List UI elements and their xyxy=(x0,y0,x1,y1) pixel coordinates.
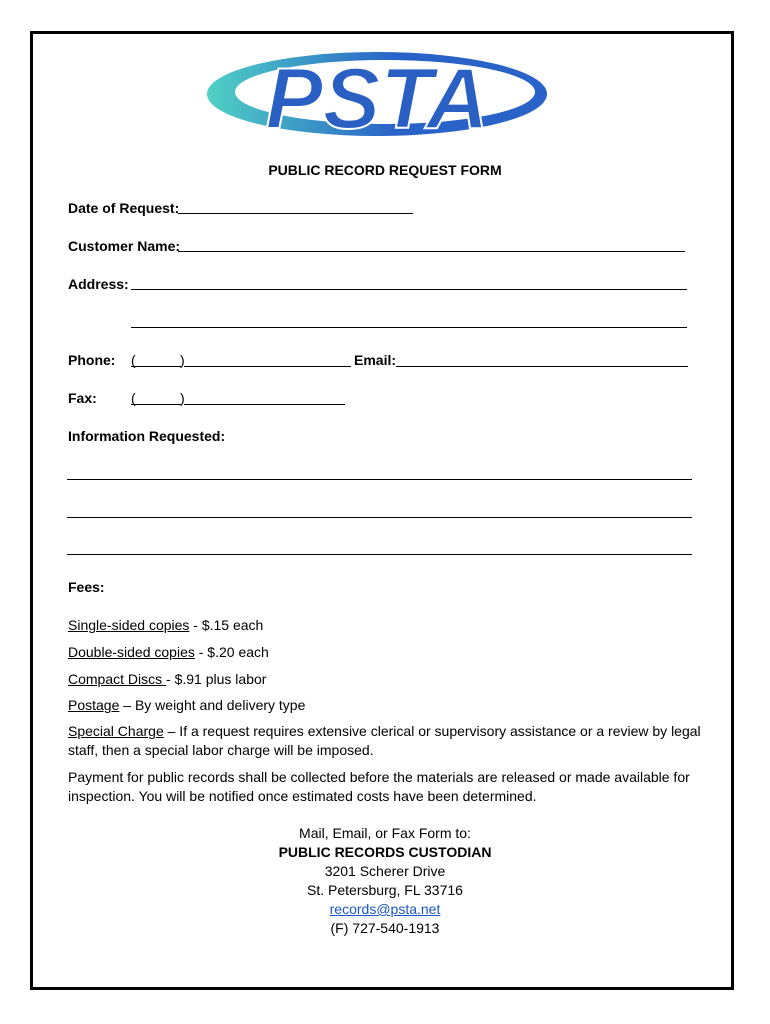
fee-item xyxy=(68,671,266,687)
fax-area-code-field[interactable] xyxy=(131,404,181,405)
email-label: Email: xyxy=(354,352,397,368)
mail-email-row xyxy=(35,900,735,919)
phone-paren-close: ) xyxy=(180,352,185,368)
address-label: Address: xyxy=(68,276,129,292)
info-requested-line-2[interactable] xyxy=(67,517,692,518)
fee-item xyxy=(68,644,269,660)
address-field-line-1[interactable] xyxy=(131,289,687,290)
phone-paren-open: ( xyxy=(131,352,136,368)
mail-city: St. Petersburg, FL 33716 xyxy=(307,882,463,898)
address-field-line-2[interactable] xyxy=(131,327,687,328)
info-requested-line-3[interactable] xyxy=(67,554,692,555)
special-charge-paragraph xyxy=(68,722,708,760)
psta-logo xyxy=(205,48,550,140)
fee-item-desc: – By weight and delivery type xyxy=(119,697,306,713)
fee-item-desc: - $.20 each xyxy=(194,644,269,660)
fee-item-name: Single-sided copies xyxy=(68,617,190,633)
fax-label: Fax: xyxy=(68,390,97,406)
form-title: PUBLIC RECORD REQUEST FORM xyxy=(268,162,502,178)
payment-note: Payment for public records shall be collected before the materials are released or made available for inspection. You will be notified once estimated costs have been determined. xyxy=(68,769,690,804)
date-label: Date of Request: xyxy=(68,200,180,216)
mail-email-link[interactable]: records@psta.net xyxy=(329,901,441,917)
customer-name-field[interactable] xyxy=(178,251,685,252)
fax-paren-close: ) xyxy=(180,390,185,406)
mail-intro: Mail, Email, or Fax Form to: xyxy=(299,825,471,841)
customer-name-label: Customer Name: xyxy=(68,238,181,254)
special-charge-desc: – If a request requires extensive clerical or supervisory assistance or a review by legal staff, then a special labor charge will be imposed. xyxy=(68,723,701,758)
fee-item-desc: - $.15 each xyxy=(189,617,264,633)
special-charge-name: Special Charge xyxy=(68,723,164,739)
fee-item xyxy=(68,617,263,633)
phone-label: Phone: xyxy=(68,352,116,368)
phone-number-field[interactable] xyxy=(184,366,351,367)
fees-heading: Fees: xyxy=(68,579,105,595)
mail-fax: (F) 727-540-1913 xyxy=(330,920,440,936)
mail-street: 3201 Scherer Drive xyxy=(324,863,446,879)
fee-item-name: Compact Discs xyxy=(68,671,167,687)
info-requested-label: Information Requested: xyxy=(68,428,226,444)
phone-area-code-field[interactable] xyxy=(131,366,181,367)
info-requested-line-1[interactable] xyxy=(67,479,692,480)
logo-wordmark: PSTA xyxy=(265,51,489,140)
email-field[interactable] xyxy=(396,366,688,367)
fee-item-name: Double-sided copies xyxy=(68,644,195,660)
fee-item-desc: - $.91 plus labor xyxy=(166,671,267,687)
fee-item-name: Postage xyxy=(68,697,120,713)
fax-number-field[interactable] xyxy=(184,404,345,405)
fax-paren-open: ( xyxy=(131,390,136,406)
fee-item xyxy=(68,697,305,713)
date-field[interactable] xyxy=(178,213,413,214)
mail-recipient: PUBLIC RECORDS CUSTODIAN xyxy=(278,844,492,860)
